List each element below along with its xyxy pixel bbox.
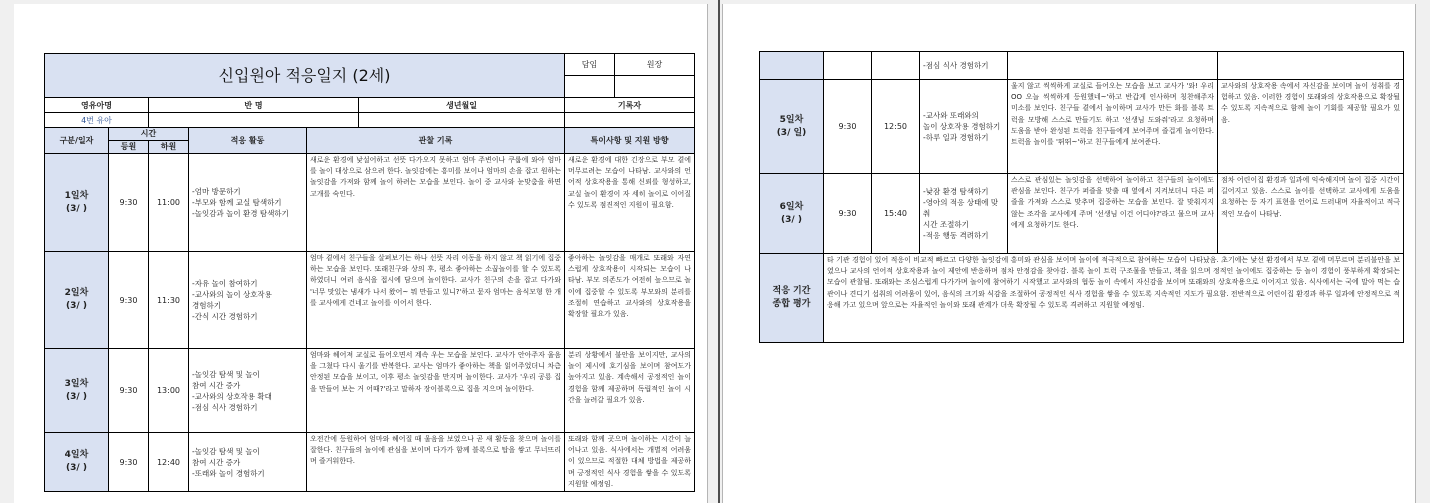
activity-text: -점심 식사 경험하기 bbox=[920, 52, 1008, 80]
evaluation-label: 적응 기간 종합 평가 bbox=[760, 254, 824, 343]
notes-text: 좋아하는 놀잇감을 매개로 또래와 자연스럽게 상호작용이 시작되는 모습이 나타남. 부모 의존도가 여전히 높으므로 놀이에 집중할 수 있도록 부모와의 분리를 조절히 연습하고 교사와의 상호작용을 확장할 필요가 있음. bbox=[565, 252, 695, 349]
page-divider bbox=[718, 0, 720, 503]
document-title: 신입원아 적응일지 (2세) bbox=[45, 54, 565, 98]
observation-text: 울지 않고 씩씩하게 교실로 들어오는 모습을 보고 교사가 '와! 우리 OO 오늘 씩씩하게 등원했네~'하고 반갑게 인사하며 칭찬해주자 미소를 보인다. 친구들 곁에서 놀이하며 교사가 만든 화를 블록 트럭을 모방해 스스로 만들기도 하고 '선생님 도와줘'라고 요청하며 도움을 받아 완성된 트럭을 친구들에게 보여주며 즐겁게 놀이한다. 트럭을 놀이를 '뛰뛰~'하고 친구들에게 보여준다. bbox=[1008, 80, 1218, 174]
activity-text: -자유 놀이 참여하기 -교사와의 놀이 상호작용 경험하기 -간식 시간 경험하기 bbox=[189, 252, 307, 349]
observation-header: 관찰 기록 bbox=[307, 128, 565, 154]
arrive-time: 9:30 bbox=[109, 154, 149, 252]
birthdate-value[interactable] bbox=[359, 113, 565, 128]
child-name-header: 영유아명 bbox=[45, 98, 149, 113]
table-row bbox=[45, 252, 695, 349]
day-header: 구분/일자 bbox=[45, 128, 109, 154]
day-label: 6일차 (3/ ) bbox=[760, 174, 824, 254]
table-row bbox=[760, 52, 1404, 80]
table-row bbox=[760, 174, 1404, 254]
observation-text: 엄마와 헤어져 교실로 들어오면서 계속 우는 모습을 보인다. 교사가 안아주자 울음을 그쳤다 다시 울기를 반복한다. 교사는 엄마가 좋아하는 책을 읽어주었더니 차츰 안정된 모습을 보이고, 이후 평소 놀잇감을 만지며 놀이한다. 교사가 '우리 공룡 집을 만들어 보는 거 어때?'라고 말하자 장이블록으로 집을 지으며 놀이한다. bbox=[307, 349, 565, 433]
arrive-time: 9:30 bbox=[109, 252, 149, 349]
activity-text: -놀잇감 탐색 및 놀이 참여 시간 증가 -또래와 놀이 경험하기 bbox=[189, 433, 307, 492]
leave-time: 12:50 bbox=[872, 80, 920, 174]
day-label: 2일차 (3/ ) bbox=[45, 252, 109, 349]
activity-text: -낮잠 환경 탐색하기 -영아의 적응 상태에 맞춰 시간 조절하기 -적응 행동 격려하기 bbox=[920, 174, 1008, 254]
recorder-value[interactable] bbox=[565, 113, 695, 128]
notes-text: 교사와의 상호작용 속에서 자신감을 보이며 놀이 성취를 경험하고 있음. 이러한 경험이 또래와의 상호작용으로 확장될 수 있도록 지속적으로 함께 놀이 기회를 제공할 필요가 있음. bbox=[1218, 80, 1404, 174]
time-header: 시간 bbox=[109, 128, 189, 141]
approval-director-sign[interactable] bbox=[615, 76, 695, 98]
activity-text: -엄마 방문하기 -부모와 함께 교실 탐색하기 -놀잇감과 놀이 환경 탐색하기 bbox=[189, 154, 307, 252]
notes-text bbox=[1218, 52, 1404, 80]
observation-text: 새로운 환경에 낯설어하고 선뜻 다가오지 못하고 엄마 주변이나 쿠룹에 와아 엄마를 놀이 대상으로 삼으려 한다. 놀잇감에는 흥미를 보이나 엄마의 손을 잡고 원하는 놀잇감을 가져와 함께 놀이 하려는 모습을 보인다. 놀이 중 교사와 눈맞춤을 하면 고개를 숙인다. bbox=[307, 154, 565, 252]
arrive-header: 등원 bbox=[109, 141, 149, 154]
recorder-header: 기록자 bbox=[565, 98, 695, 113]
document-page-1 bbox=[14, 4, 708, 503]
observation-text: 스스로 관심있는 놀잇감을 선택하여 놀이하고 친구들의 놀이에도 관심을 보인다. 친구가 퍼즐을 맞출 때 옆에서 지켜보더니 다른 퍼즐을 가져와 스스로 맞추며 집중하는 모습을 보인다. 잘 맞춰지지 않는 조각을 교사에게 주며 '선생님 이건 어디야?'라고 물으며 교사에게 요청하기도 한다. bbox=[1008, 174, 1218, 254]
day-label: 4일차 (3/ ) bbox=[45, 433, 109, 492]
arrive-time: 9:30 bbox=[109, 433, 149, 492]
notes-text: 새로운 환경에 대한 긴장으로 부모 곁에 머무르려는 모습이 나타남. 교사와의 언어적 상호작용을 통해 신뢰를 형성하고, 교실 놀이 환경이 자 세히 놀이로 이어질 수 있도록 점진적인 지원이 필요함. bbox=[565, 154, 695, 252]
child-name-value[interactable]: 4번 유아 bbox=[45, 113, 149, 128]
notes-text: 또래와 함께 곳으며 놀이하는 시간이 늘어나고 있음. 식사에서는 개별적 어려움이 있으므로 적절한 대체 방법을 제공하며 긍정적인 식사 경험을 쌓을 수 있도록 지원할 예정임. bbox=[565, 433, 695, 492]
day-label: 3일차 (3/ ) bbox=[45, 349, 109, 433]
observation-text: 엄마 곁에서 친구들을 살펴보기는 하나 선뜻 자리 이동을 하지 않고 책 읽기에 집중하는 모습을 보인다. 또래친구와 상의 후, 평소 좋아하는 소꿉놀이를 할 수 있도록 하였더니 여러 음식을 접시에 담으며 놀이한다. 교사가 친구의 손을 잡고 다가와 '너무 맛있는 냄새가 나서 왔어~ 뭐 만들고 있니?'하고 묻자 엄마는 음식모형 한 개를 교사에게 건네고 놀이를 이어서 한다. bbox=[307, 252, 565, 349]
leave-time: 13:00 bbox=[149, 349, 189, 433]
table-row bbox=[760, 80, 1404, 174]
approval-teacher-label: 담임 bbox=[565, 54, 615, 76]
approval-teacher-sign[interactable] bbox=[565, 76, 615, 98]
leave-time: 15:40 bbox=[872, 174, 920, 254]
table-row bbox=[760, 254, 1404, 343]
notes-header: 특이사항 및 지원 방향 bbox=[565, 128, 695, 154]
class-name-header: 반 명 bbox=[149, 98, 359, 113]
day-label: 5일차 (3/ 일) bbox=[760, 80, 824, 174]
arrive-time: 9:30 bbox=[109, 349, 149, 433]
leave-time: 11:00 bbox=[149, 154, 189, 252]
adaptation-log-table-continued bbox=[759, 51, 1404, 343]
birthdate-header: 생년월일 bbox=[359, 98, 565, 113]
adaptation-log-table bbox=[44, 53, 695, 492]
document-page-2 bbox=[722, 4, 1416, 503]
table-row bbox=[45, 154, 695, 252]
observation-text: 오전간에 등원하여 엄마와 헤어질 때 울음을 보였으나 곧 새 활동을 찾으며 놀이를 잘한다. 친구들의 놀이에 관심을 보이며 다가가 함께 블록으로 탑을 쌓고 무너뜨리며 즐거워한다. bbox=[307, 433, 565, 492]
evaluation-text: 타 기관 경험이 있어 적응이 비교적 빠르고 다양한 놀잇감에 흥미와 관심을 보이며 놀이에 적극적으로 참여하는 모습이 나타났음. 초기에는 낯선 환경에서 부모 곁에 머무르며 분리불안을 보였으나 교사의 언어적 상호작용과 놀이 제안에 반응하며 점차 안정감을 찾아감. 블록 놀이 트럭 구조물을 만들고, 책을 읽으며 정적인 놀이에도 집중하는 등 놀이 경험이 풍부하게 확장되는 모습이 관찰됨. 또래와는 조심스럽게 다가가며 놀이에 참여하기 시작했고 교사와의 협동 놀이 속에서 자신감을 보이며 또래와의 상호작용으로 이어지고 있음. 식사에서는 국에 말아 먹는 습관이나 견디기 섭취의 어려움이 있어, 음식의 크기와 식감을 조절하여 공정적인 식사 경험을 쌓을 수 있도록 지속적인 지도가 필요함. 전반적으로 어린이집 환경과 하루 일과에 안정적으로 적응해 가고 있으며 앞으로는 자율적인 놀이와 또래 관계가 더욱 확장될 수 있도록 격려하고 지원할 예정임. bbox=[824, 254, 1404, 343]
activity-header: 적응 활동 bbox=[189, 128, 307, 154]
arrive-time: 9:30 bbox=[824, 80, 872, 174]
activity-text: -놀잇감 탐색 및 놀이 참여 시간 증가 -교사와의 상호작용 확대 -점심 식사 경험하기 bbox=[189, 349, 307, 433]
notes-text: 분리 상황에서 불안을 보이지만, 교사의 놀이 제시에 호기심을 보이며 참여도가 높아지고 있음. 계속해서 공정적인 놀이 경험을 함께 제공하며 독립적인 놀이 시간을 늘려갈 필요가 있음. bbox=[565, 349, 695, 433]
notes-text: 점차 어린이집 환경과 일과에 익숙해지며 놀이 집중 시간이 길어지고 있음. 스스로 놀이를 선택하고 교사에게 도움을 요청하는 등 자기 표현을 언어로 드러내며 자율적이고 적극적인 모습이 나타남. bbox=[1218, 174, 1404, 254]
day-label: 1일차 (3/ ) bbox=[45, 154, 109, 252]
leave-time: 12:40 bbox=[149, 433, 189, 492]
table-row bbox=[45, 349, 695, 433]
activity-text: -교사와 또래와의 놀이 상호작용 경험하기 -하루 일과 경험하기 bbox=[920, 80, 1008, 174]
observation-text bbox=[1008, 52, 1218, 80]
arrive-time: 9:30 bbox=[824, 174, 872, 254]
approval-director-label: 원장 bbox=[615, 54, 695, 76]
class-name-value[interactable] bbox=[149, 113, 359, 128]
leave-time: 11:30 bbox=[149, 252, 189, 349]
table-row bbox=[45, 433, 695, 492]
leave-header: 하원 bbox=[149, 141, 189, 154]
